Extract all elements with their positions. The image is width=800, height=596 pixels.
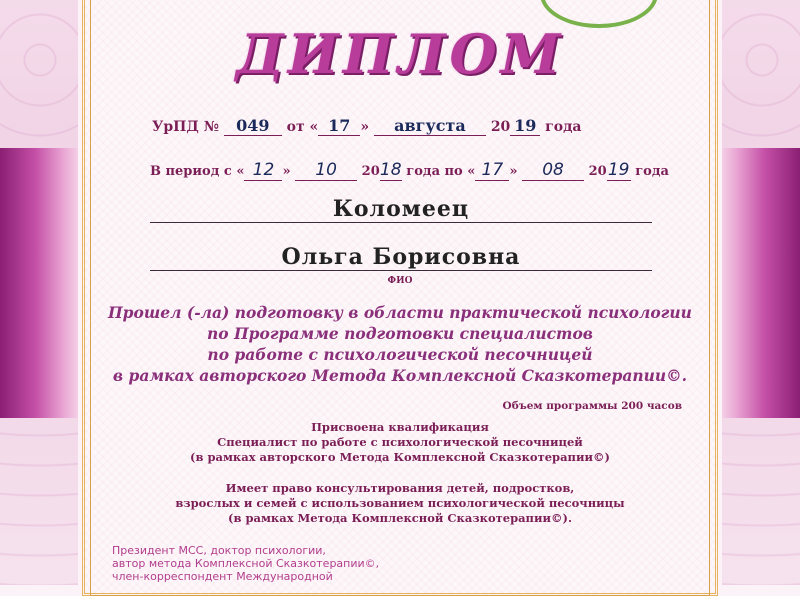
president-line: член-корреспондент Международной [112,570,333,583]
period-to: года по « [406,164,476,179]
qualification-line: Присвоена квалификация [311,420,489,434]
reg-day: 17 [318,116,360,136]
period-close1: » [282,164,291,179]
registration-line [152,116,582,136]
reg-month: августа [374,116,486,136]
diploma-title: ДИПЛОМ [235,22,565,86]
rights-line: взрослых и семей с использованием психологической песочницы [175,496,625,510]
period-end-year: 19 [607,160,630,180]
surname-line: Коломеец [150,196,652,223]
president-line: Президент МСС, доктор психологии, [112,544,326,557]
reg-prefix: УрПД № [152,119,219,135]
rights-block [0,481,800,526]
program-hours: Объем программы 200 часов [502,400,682,412]
reg-year-prefix: 20 [490,119,511,135]
rights-line: (в рамках Метода Комплексной Сказкотерапии©). [228,511,572,525]
period-label: В период с « [150,164,245,179]
training-line: в рамках авторского Метода Комплексной Сказкотерапии©. [112,366,688,385]
training-line: Прошел (-ла) подготовку в области практической психологии [108,303,692,322]
period-end-day: 17 [475,160,509,181]
period-start-month: 10 [295,160,357,181]
qualification-line: (в рамках авторского Метода Комплексной Сказкотерапии©) [190,450,610,464]
president-line: автор метода Комплексной Сказкотерапии©, [112,557,380,570]
qualification-line: Специалист по работе с психологической песочницей [217,435,583,449]
period-line [150,160,669,181]
training-line: по работе с психологической песочницей [207,345,593,364]
president-signature-block [112,544,379,583]
period-start-year-prefix: 20 [361,164,380,179]
period-end-month: 08 [522,160,584,181]
training-statement [0,302,800,386]
qualification-block [0,420,800,465]
fio-label: ФИО [387,276,413,286]
reg-close: » [360,119,370,135]
reg-year: 19 [510,116,540,136]
reg-number: 049 [224,116,282,136]
period-suffix: года [635,164,669,179]
period-close2: » [509,164,518,179]
reg-from: от « [286,119,319,135]
given-names-line: Ольга Борисовна [150,244,652,271]
period-start-year: 18 [379,160,402,180]
reg-year-suffix: года [545,119,582,135]
period-start-day: 12 [244,160,282,181]
training-line: по Программе подготовки специалистов [207,324,593,343]
rights-line: Имеет право консультирования детей, подростков, [225,481,575,495]
period-end-year-prefix: 20 [588,164,607,179]
